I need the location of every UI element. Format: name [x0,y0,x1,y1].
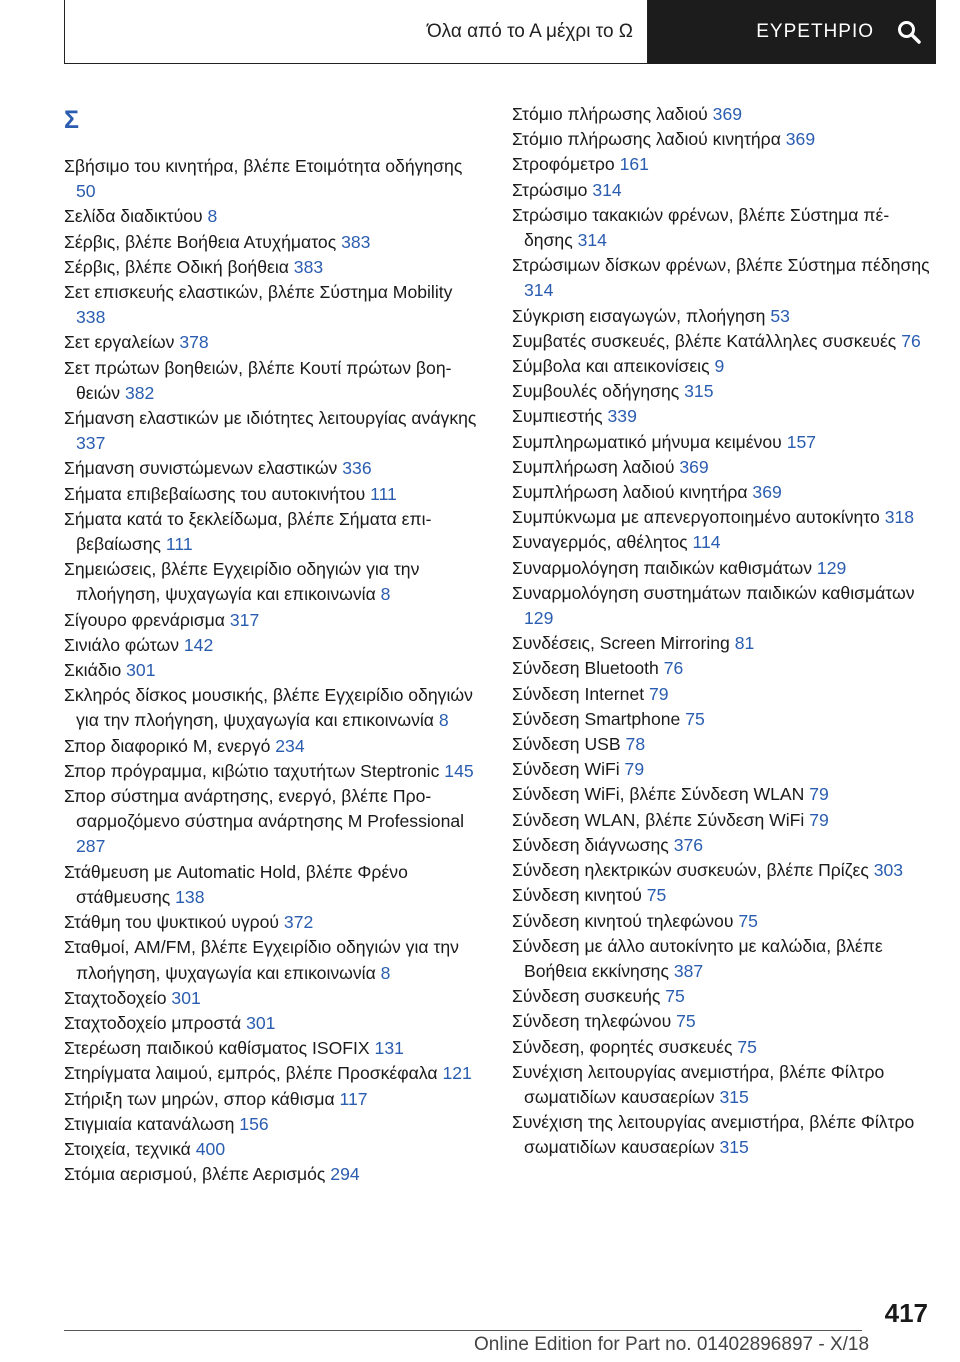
page-reference-link[interactable]: 287 [76,836,106,857]
index-entry [512,782,932,807]
index-entry-text: Σύνδεση Bluetooth [512,658,659,679]
index-entry-text: Σήμανση ελαστικών με ιδιότητες λειτουργίας ανάγκης [64,408,477,429]
index-entry-text: Στρώσιμο τακακιών φρένων, βλέπε Σύστημα πέδησης [512,204,890,251]
index-entry-text: Στιγμιαία κατανάλωση [64,1113,235,1134]
index-entry [64,1137,484,1162]
page-reference-link[interactable]: 76 [663,658,684,679]
page-reference-link[interactable]: 81 [734,633,755,654]
page-reference-link[interactable]: 8 [438,710,449,731]
page-reference-link[interactable]: 121 [442,1063,472,1084]
index-entry-text: Σετ εργαλείων [64,332,175,353]
index-entry-text: Σύνδεση ηλεκτρικών συσκευών, βλέπε Πρίζες [512,860,869,881]
index-entry [512,1060,932,1110]
index-entry-text: Στρώσιμων δίσκων φρένων, βλέπε Σύστημα πέδησης [512,255,930,276]
index-entry-text: Συμπιεστής [512,406,603,427]
index-entry-text: Στοιχεία, τεχνικά [64,1138,191,1159]
index-entry-text: Στήριξη των μηρών, σπορ κάθισμα [64,1088,335,1109]
index-entry-text: Συναγερμός, αθέλητος [512,532,688,553]
index-entry-text: Σέρβις, βλέπε Οδική βοήθεια [64,256,289,277]
page-reference-link[interactable]: 79 [649,683,669,704]
page-reference-link[interactable]: 111 [370,483,397,504]
page-reference-link[interactable]: 117 [339,1088,368,1109]
index-entry-text: Στροφόμετρο [512,154,615,175]
index-entry [64,406,484,456]
index-entry-text: Συνέχιση λειτουργίας ανεμιστήρα, βλέπε Φίλτρο σωματιδίων καυσαερίων [512,1061,885,1107]
index-entry [64,860,484,910]
index-entry-text: Σύνδεση, φορητές συσκευές [512,1036,733,1057]
index-entry [512,127,932,152]
index-entry [512,1009,932,1034]
index-entry [64,154,484,204]
index-entry [64,784,484,860]
index-entry-text: Συμπλήρωση λαδιού κινητήρα [512,482,748,503]
index-entry-text: Σίγουρο φρενάρισμα [64,609,225,630]
page-reference-link[interactable]: 369 [785,129,816,150]
page-reference-link[interactable]: 314 [524,280,554,301]
index-entry-text: Στόμια αερισμού, βλέπε Αερισμός [64,1164,326,1185]
page-reference-link[interactable]: 382 [124,382,155,403]
page-reference-link[interactable]: 8 [207,206,218,227]
page-reference-link[interactable]: 145 [444,760,474,781]
index-entry [64,280,484,330]
index-entry [64,986,484,1011]
index-entry [64,633,484,658]
page-reference-link[interactable]: 314 [592,179,622,200]
index-entry-text: Συμπύκνωμα με απενεργοποιημένο αυτοκίνητο [512,507,880,528]
index-entry [512,808,932,833]
index-entry-text: Σέρβις, βλέπε Βοήθεια Ατυχήματος [64,231,337,252]
page-reference-link[interactable]: 301 [246,1012,276,1033]
index-entry [512,934,932,984]
index-entry [512,984,932,1009]
page-reference-link[interactable]: 369 [712,104,743,124]
index-entry [512,707,932,732]
index-entry-text: Σήματα επιβεβαίωσης του αυτοκινήτου [64,483,366,504]
page-reference-link[interactable]: 294 [330,1164,360,1185]
index-entry-text: Σύνδεση τηλεφώνου [512,1011,672,1032]
index-entry-text: Σημειώσεις, βλέπε Εγχειρίδιο οδηγιών για την πλοήγηση, ψυχαγωγία και επικοινωνία [64,559,420,605]
index-entry [512,102,932,127]
index-entry-text: Σετ πρώτων βοηθειών, βλέπε Κουτί πρώτων βοηθειών [64,357,452,403]
index-entry [64,330,484,355]
index-entry-text: Στρώσιμο [512,179,588,200]
index-entry [512,152,932,177]
index-entry-text: Σύνδεση Smartphone [512,708,681,729]
page-reference-link[interactable]: 142 [183,634,214,655]
index-entry-text: Σύνδεση κινητού τηλεφώνου [512,910,734,931]
tab-all-label: Όλα από το Α μέχρι το Ω [426,20,633,42]
index-entry-text: Στερέωση παιδικού καθίσματος ISOFIX [64,1038,370,1059]
index-entry-text: Σπορ διαφορικό M, ενεργό [64,735,271,756]
index-entry-text: Σήμανση συνιστώμενων ελαστικών [64,458,338,479]
index-entry [512,556,932,581]
index-entry [512,379,932,404]
index-entry [512,178,932,203]
page-reference-link[interactable]: 318 [884,507,915,528]
tab-index-label: ΕΥΡΕΤΗΡΙΟ [756,21,874,42]
page-reference-link[interactable]: 53 [770,305,790,326]
page-reference-link[interactable]: 79 [624,759,645,780]
page-reference-link[interactable]: 378 [179,332,209,353]
page-reference-link[interactable]: 111 [165,534,193,555]
index-entry [64,1112,484,1137]
page-reference-link[interactable]: 75 [665,986,685,1007]
search-icon [896,19,922,45]
index-entry [512,883,932,908]
page-reference-link[interactable]: 383 [293,256,324,277]
index-entry-text: Συνδέσεις, Screen Mirroring [512,633,730,654]
index-entry [64,1011,484,1036]
index-entry-text: Σύνδεση συσκευής [512,986,661,1007]
page-reference-link[interactable]: 114 [692,532,721,553]
page-reference-link[interactable]: 161 [619,154,649,175]
index-entry-text: Συμπλήρωση λαδιού [512,456,675,477]
page-reference-link[interactable]: 8 [380,584,391,605]
page-reference-link[interactable]: 369 [679,456,709,477]
index-entry-text: Σύμβολα και απεικονίσεις [512,356,710,377]
index-entry-text: Σκιάδιο [64,660,122,681]
page-reference-link[interactable]: 303 [873,860,904,881]
page-reference-link[interactable]: 372 [283,912,314,933]
footer-divider [64,1330,862,1331]
index-entry [512,480,932,505]
page-reference-link[interactable]: 400 [195,1138,226,1159]
index-entry [512,833,932,858]
index-entry [512,656,932,681]
index-entry-text: Σύνδεση Internet [512,683,645,704]
index-entry [512,631,932,656]
index-entry-text: Συμπληρωματικό μήνυμα κειμένου [512,431,782,452]
tab-index[interactable] [648,0,936,64]
index-entry-text: Σύνδεση WiFi, βλέπε Σύνδεση WLAN [512,784,805,805]
page-reference-link[interactable]: 314 [577,230,607,251]
index-list-right [512,102,932,1161]
index-entry-text: Σύνδεση USB [512,734,621,755]
index-entry-text: Σκληρός δίσκος μουσικής, βλέπε Εγχειρίδιο οδηγιών για την πλοήγηση, ψυχαγωγία και επικοινωνία [64,685,473,731]
index-entry [64,482,484,507]
page-reference-link[interactable]: 75 [646,885,667,906]
index-entry [512,253,932,303]
page-reference-link[interactable]: 75 [685,708,705,729]
index-entry [64,204,484,229]
index-entry [512,757,932,782]
index-entry [64,734,484,759]
index-entry [64,255,484,280]
page-reference-link[interactable]: 315 [719,1137,749,1158]
index-entry [64,683,484,733]
index-entry [64,1061,484,1086]
index-entry-text: Σινιάλο φώτων [64,634,179,655]
index-entry-text: Σταχτοδοχείο [64,987,167,1008]
index-entry [64,759,484,784]
page-reference-link[interactable]: 79 [809,784,829,805]
index-entry-text: Συναρμολόγηση παιδικών καθισμάτων [512,557,813,578]
index-entry-text: Στηρίγματα λαιμού, εμπρός, βλέπε Προσκέφαλα [64,1063,438,1084]
page-reference-link[interactable]: 315 [684,381,714,402]
page-reference-link[interactable]: 138 [175,886,205,907]
index-entry-text: Σύνδεση διάγνωσης [512,834,669,855]
page-reference-link[interactable]: 387 [673,960,704,981]
index-entry-text: Σήματα κατά το ξεκλείδωμα, βλέπε Σήματα επιβεβαίωσης [64,508,432,555]
page-reference-link[interactable]: 156 [239,1113,269,1134]
index-list-left [64,154,484,1187]
section-letter: Σ [64,106,80,134]
page-reference-link[interactable]: 383 [341,231,371,252]
page-reference-link[interactable]: 338 [76,307,106,328]
index-entry [512,505,932,530]
index-entry [512,682,932,707]
index-entry [512,530,932,555]
page-reference-link[interactable]: 369 [752,482,782,503]
index-entry [64,507,484,557]
index-entry-text: Σύνδεση με άλλο αυτοκίνητο με καλώδια, βλέπε Βοήθεια εκκίνησης [512,935,883,981]
index-entry [512,404,932,429]
page-reference-link[interactable]: 129 [816,557,847,578]
index-entry [512,909,932,934]
index-entry-text: Σετ επισκευής ελαστικών, βλέπε Σύστημα Mobility [64,282,453,303]
page-reference-link[interactable]: 131 [374,1038,404,1059]
index-entry [64,1162,484,1187]
index-entry-text: Στόμιο πλήρωσης λαδιού κινητήρα [512,129,781,150]
page-reference-link[interactable]: 339 [607,406,637,427]
page-reference-link[interactable]: 129 [524,608,554,629]
page-reference-link[interactable]: 76 [901,330,921,351]
index-entry [512,858,932,883]
index-entry [64,658,484,683]
index-entry [64,1087,484,1112]
index-entry [64,935,484,985]
index-entry-text: Σελίδα διαδικτύου [64,206,203,227]
index-entry-text: Σύνδεση WiFi [512,759,620,780]
index-entry-text: Στάθμη του ψυκτικού υγρού [64,912,280,933]
page-reference-link[interactable]: 301 [171,987,201,1008]
page-number: 417 [884,1298,928,1328]
page-header [64,0,936,64]
index-entry-text: Σύγκριση εισαγωγών, πλοήγηση [512,305,766,326]
index-entry [512,1110,932,1160]
index-entry-text: Σύνδεση WLAN, βλέπε Σύνδεση WiFi [512,809,805,830]
index-entry-text: Στόμιο πλήρωσης λαδιού [512,104,708,124]
index-entry-text: Συναρμολόγηση συστημάτων παιδικών καθισμάτων [512,582,915,603]
index-entry [512,455,932,480]
page-reference-link[interactable]: 9 [714,356,725,377]
index-entry [512,1035,932,1060]
index-column-right [512,102,932,1161]
index-entry [64,608,484,633]
index-entry [512,203,932,253]
index-entry [512,581,932,631]
page-reference-link[interactable]: 50 [76,181,96,202]
index-entry-text: Συμβατές συσκευές, βλέπε Κατάλληλες συσκευές [512,330,897,351]
page-reference-link[interactable]: 337 [76,433,106,454]
index-entry [512,430,932,455]
page-reference-link[interactable]: 75 [676,1011,696,1032]
index-entry-text: Σταχτοδοχείο μπροστά [64,1012,242,1033]
index-column-left [64,102,484,1187]
page-reference-link[interactable]: 8 [380,962,391,983]
index-entry [512,304,932,329]
index-entry [512,354,932,379]
index-entry [512,329,932,354]
tab-all-a-to-z[interactable] [64,0,648,64]
page-reference-link[interactable]: 75 [738,910,758,931]
page-reference-link[interactable]: 234 [275,735,305,756]
index-entry [64,910,484,935]
index-entry-text: Σπορ πρόγραμμα, κιβώτιο ταχυτήτων Steptronic [64,760,440,781]
index-entry [64,1036,484,1061]
index-entry-text: Σβήσιμο του κινητήρα, βλέπε Ετοιμότητα οδήγησης [64,156,463,176]
index-entry [64,230,484,255]
page-reference-link[interactable]: 376 [673,834,704,855]
index-entry-text: Συνέχιση της λειτουργίας ανεμιστήρα, βλέπε Φίλτρο σωματιδίων καυσαερίων [512,1112,915,1158]
page-reference-link[interactable]: 317 [229,609,260,630]
index-entry [512,732,932,757]
page-reference-link[interactable]: 79 [809,809,829,830]
index-entry-text: Σύνδεση κινητού [512,885,642,906]
index-entry [64,356,484,406]
index-entry [64,557,484,607]
index-entry-text: Στάθμευση με Automatic Hold, βλέπε Φρένο στάθμευσης [64,861,408,907]
index-entry [64,456,484,481]
index-entry-text: Συμβουλές οδήγησης [512,381,680,402]
index-entry-text: Σταθμοί, AM/FM, βλέπε Εγχειρίδιο οδηγιών για την πλοήγηση, ψυχαγωγία και επικοινωνία [64,937,459,983]
page-reference-link[interactable]: 157 [786,431,817,452]
page-reference-link[interactable]: 336 [342,458,372,479]
page-reference-link[interactable]: 78 [625,734,646,755]
footer-edition: Online Edition for Part no. 01402896897 - X/18 [474,1334,870,1355]
index-entry-text: Σπορ σύστημα ανάρτησης, ενεργό, βλέπε Προσαρμοζόμενο σύστημα ανάρτησης M Professional [64,786,465,832]
page-reference-link[interactable]: 301 [126,660,156,681]
page-reference-link[interactable]: 315 [719,1086,749,1107]
page-reference-link[interactable]: 75 [737,1036,757,1057]
